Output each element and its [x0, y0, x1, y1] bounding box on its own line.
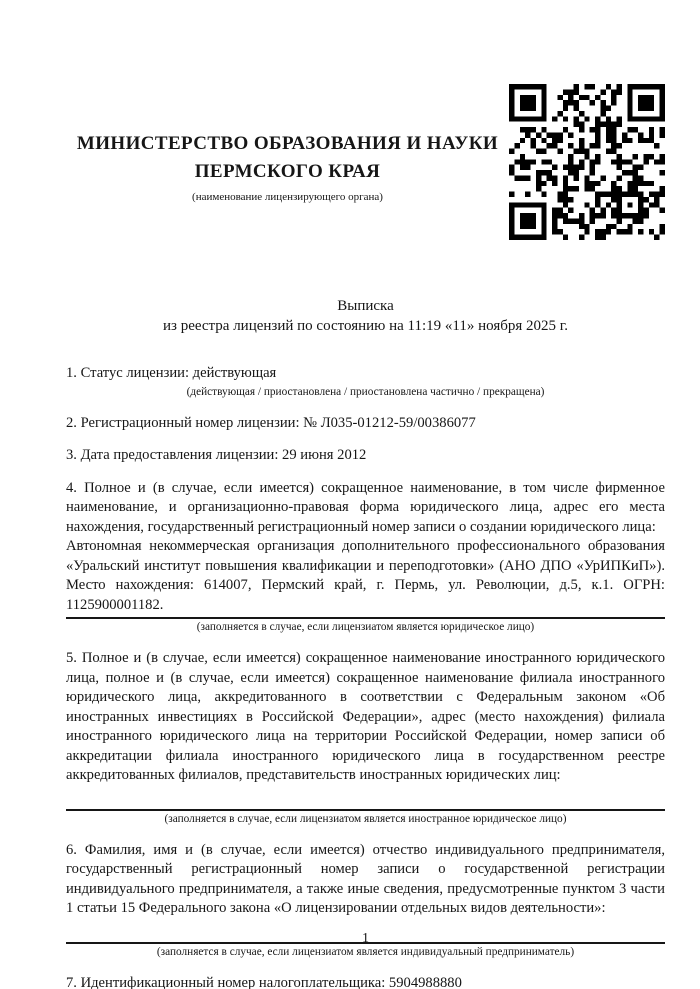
document-title [66, 296, 665, 336]
ministry-name-line1: МИНИСТЕРСТВО ОБРАЗОВАНИЯ И НАУКИ [76, 133, 499, 154]
field-grant-date [66, 446, 665, 466]
fields-list [66, 364, 665, 989]
field-legal-entity [66, 479, 665, 637]
license-status-caption: (действующая / приостановлена / приостановлена частично / прекращена) [186, 385, 545, 398]
individual-entrepreneur-caption: (заполняется в случае, если лицензиатом является индивидуальный предприниматель) [156, 945, 575, 958]
page-number: 1 [362, 931, 369, 946]
ministry-name-line2: ПЕРМСКОГО КРАЯ [194, 161, 381, 182]
licensing-authority-block [66, 84, 509, 204]
taxpayer-number-text: 7. Идентификационный номер налогоплательщика: 5904988880 [66, 974, 462, 989]
document-title-line1: Выписка [337, 298, 394, 314]
field-foreign-entity [66, 649, 665, 828]
legal-entity-value: Автономная некоммерческая организация дополнительного профессионального образования «Уральский институт повышения квалификации и переподготовки» (АНО ДПО «УрИПКиП»). Место нахождения: 614007, Пермский край, г. Пермь, ул. Революции, д.5, к.1. ОГРН: 1125900001182. [66, 538, 665, 613]
document-title-line2: из реестра лицензий по состоянию на 11:19 «11» ноября 2025 г. [163, 318, 568, 334]
grant-date-text: 3. Дата предоставления лицензии: 29 июня 2012 [66, 447, 367, 463]
foreign-entity-label: 5. Полное и (в случае, если имеется) сокращенное наименование иностранного юридического лица, полное и (в случае, если имеется) сокращенное наименование филиала иностранного юридического лица, аккредитованного в соответствии с Федеральным законом «Об иностранных инвестициях в Российской Федерации», адрес (место нахождения) филиала иностранного юридического лица на территории Российской Федерации, номер записи об аккредитации филиала иностранного юридического лица в государственном реестре аккредитованных филиалов, представительств иностранных юридических лиц: [66, 650, 665, 783]
individual-entrepreneur-label: 6. Фамилия, имя и (в случае, если имеется) отчество индивидуального предпринимателя, государственный регистрационный номер записи о государственной регистрации индивидуального предпринимателя, а также иные сведения, предусмотренные пунктом 3 части 1 статьи 15 Федерального закона «О лицензировании отдельных видов деятельности»: [66, 841, 665, 916]
field-registration-number [66, 414, 665, 434]
field-license-status [66, 364, 665, 401]
ministry-caption: (наименование лицензирующего органа) [192, 191, 383, 203]
legal-entity-label: 4. Полное и (в случае, если имеется) сокращенное наименование, в том числе фирменное наименование, и организационно-правовая форма юридического лица, адрес его места нахождения, государственный регистрационный номер записи о создании юридического лица: [66, 479, 665, 535]
foreign-entity-caption: (заполняется в случае, если лицензиатом является иностранное юридическое лицо) [164, 812, 567, 825]
legal-entity-caption: (заполняется в случае, если лицензиатом является юридическое лицо) [196, 621, 535, 633]
foreign-entity-value [66, 786, 665, 807]
qr-code-icon [509, 84, 665, 240]
document-header [66, 84, 665, 240]
field-taxpayer-number [66, 974, 665, 989]
license-status-text: 1. Статус лицензии: действующая [66, 365, 277, 381]
registration-number-text: 2. Регистрационный номер лицензии: № Л035-01212-59/00386077 [66, 414, 476, 431]
